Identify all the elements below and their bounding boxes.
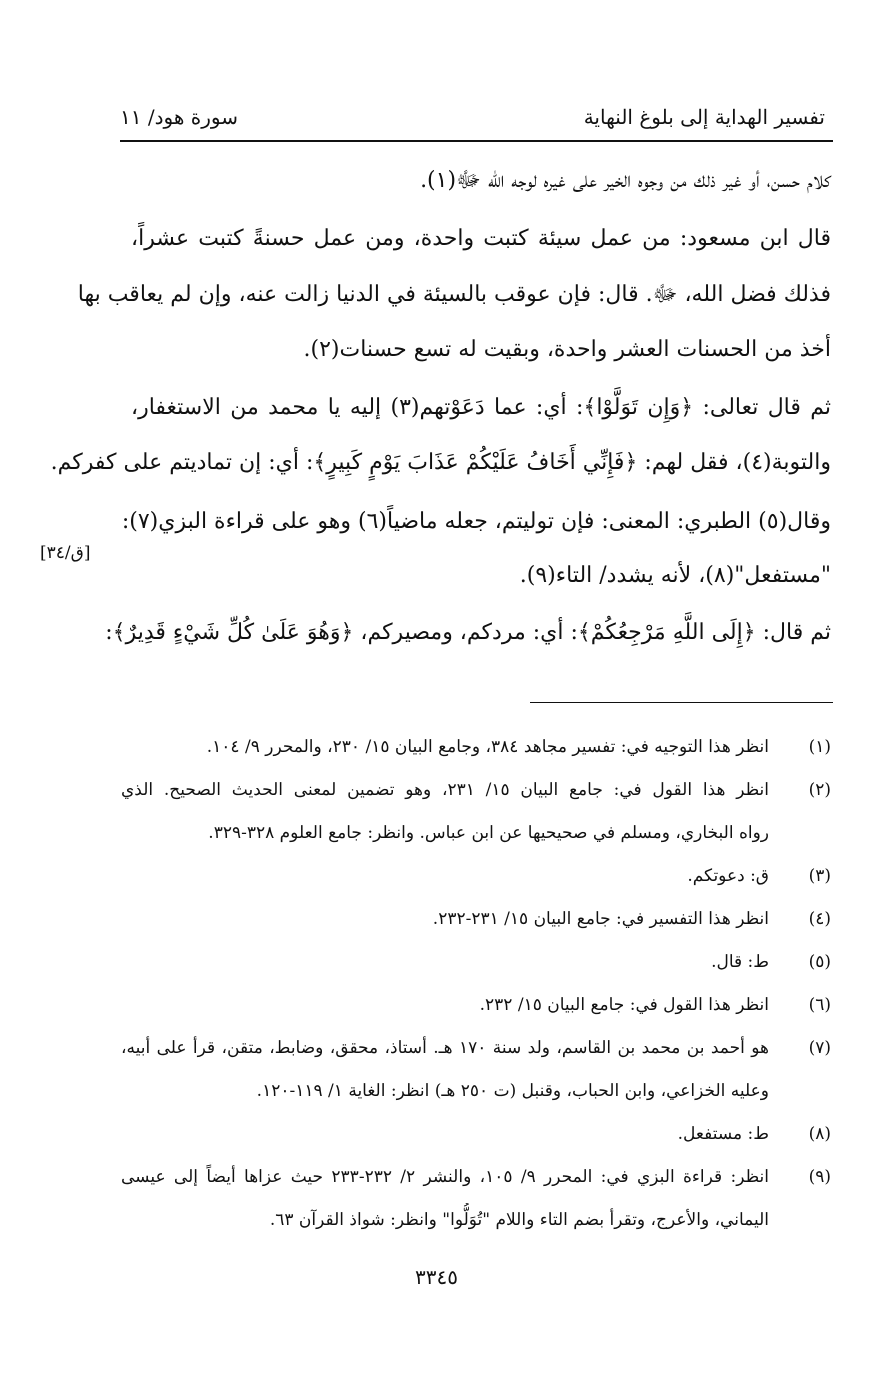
running-header-surah: سورة هود/ ١١	[120, 105, 238, 129]
footnote-number: (٥)	[808, 952, 831, 972]
footnote-text: ط: قال.	[711, 952, 769, 972]
footnote-number: (١)	[808, 737, 831, 757]
footnote-9-continuation: اليماني، والأعرج، وتقرأ بضم التاء واللام "تُوَلُّوا" وانظر: شواذ القرآن ٦٣.	[269, 1210, 769, 1230]
body-line-2: قال ابن مسعود: من عمل سيئة كتبت واحدة، ومن عمل حسنةً كتبت عشراً،	[131, 226, 831, 251]
footnote-number: (٣)	[808, 866, 831, 886]
footnote-6	[121, 988, 831, 1022]
footnote-number: (٩)	[808, 1167, 831, 1187]
footnote-text: ق: دعوتكم.	[687, 866, 769, 886]
page-number: ٣٣٤٥	[415, 1265, 458, 1289]
footnote-number: (٤)	[808, 909, 831, 929]
body-line-4: أخذ من الحسنات العشر واحدة، وبقيت له تسع حسنات(٢).	[303, 337, 831, 362]
footnote-3	[121, 859, 831, 893]
footnote-7	[121, 1031, 831, 1065]
manuscript-folio-marker: [ق/٣٤]	[40, 543, 91, 563]
header-rule	[120, 140, 833, 142]
footnote-8	[121, 1117, 831, 1151]
body-line-8: "مستفعل"(٨)، لأنه يشدد/ التاء(٩).	[519, 563, 831, 588]
footnote-text: انظر هذا التوجيه في: تفسير مجاهد ٣٨٤، وجامع البيان ١٥/ ٢٣٠، والمحرر ٩/ ١٠٤.	[206, 737, 769, 757]
body-line-3: فذلك فضل الله، ﷻ. قال: فإن عوقب بالسيئة في الدنيا زالت عنه، وإن لم يعاقب بها	[77, 282, 831, 307]
footnote-number: (٦)	[808, 995, 831, 1015]
running-header-book-title: تفسير الهداية إلى بلوغ النهاية	[583, 105, 825, 129]
body-line-9: ثم قال: ﴿إِلَى اللَّهِ مَرْجِعُكُمْ﴾: أي: مردكم، ومصيركم، ﴿وَهُوَ عَلَىٰ كُلِّ شَيْءٍ قَدِيرٌ﴾:	[105, 620, 831, 645]
footnote-text: انظر هذا التفسير في: جامع البيان ١٥/ ٢٣١-٢٣٢.	[432, 909, 769, 929]
footnote-9	[121, 1160, 831, 1194]
footnote-1	[121, 730, 831, 764]
body-line-5: ثم قال تعالى: ﴿وَإِن تَوَلَّوْا﴾: أي: عما دَعَوْتهم(٣) إليه يا محمد من الاستغفار،	[131, 395, 832, 420]
footnote-2-continuation: رواه البخاري، ومسلم في صحيحيها عن ابن عباس. وانظر: جامع العلوم ٣٢٨-٣٢٩.	[208, 823, 769, 843]
footnote-number: (٢)	[808, 780, 831, 800]
body-line-7: وقال(٥) الطبري: المعنى: فإن توليتم، جعله ماضياً(٦) وهو على قراءة البزي(٧):	[121, 509, 831, 534]
footnote-5	[121, 945, 831, 979]
footnote-number: (٨)	[808, 1124, 831, 1144]
footnote-2	[121, 773, 831, 807]
footnote-text: هو أحمد بن محمد بن القاسم، ولد سنة ١٧٠ هـ. أستاذ، محقق، وضابط، متقن، قرأ على أبيه،	[121, 1038, 769, 1058]
footnote-text: انظر: قراءة البزي في: المحرر ٩/ ١٠٥، والنشر ٢/ ٢٣٢-٢٣٣ حيث عزاها أيضاً إلى عيسى	[121, 1167, 769, 1187]
footnote-separator	[530, 702, 833, 703]
body-line-1: كلام حسن، أو غير ذلك من وجوه الخير على غيره لوجه الله ﷻ(١).	[420, 168, 831, 193]
body-line-6: والتوبة(٤)، فقل لهم: ﴿فَإِنِّي أَخَافُ عَلَيْكُمْ عَذَابَ يَوْمٍ كَبِيرٍ﴾: أي: إن تماديتم على كفركم.	[50, 450, 831, 475]
footnote-4	[121, 902, 831, 936]
footnote-text: انظر هذا القول في: جامع البيان ١٥/ ٢٣٢.	[479, 995, 769, 1015]
footnote-text: ط: مستفعل.	[677, 1124, 769, 1144]
footnote-7-continuation: وعليه الخزاعي، وابن الحباب، وقنبل (ت ٢٥٠ هـ) انظر: الغاية ١/ ١١٩-١٢٠.	[256, 1081, 769, 1101]
footnote-text: انظر هذا القول في: جامع البيان ١٥/ ٢٣١، وهو تضمين لمعنى الحديث الصحيح. الذي	[121, 780, 769, 800]
footnote-number: (٧)	[808, 1038, 831, 1058]
